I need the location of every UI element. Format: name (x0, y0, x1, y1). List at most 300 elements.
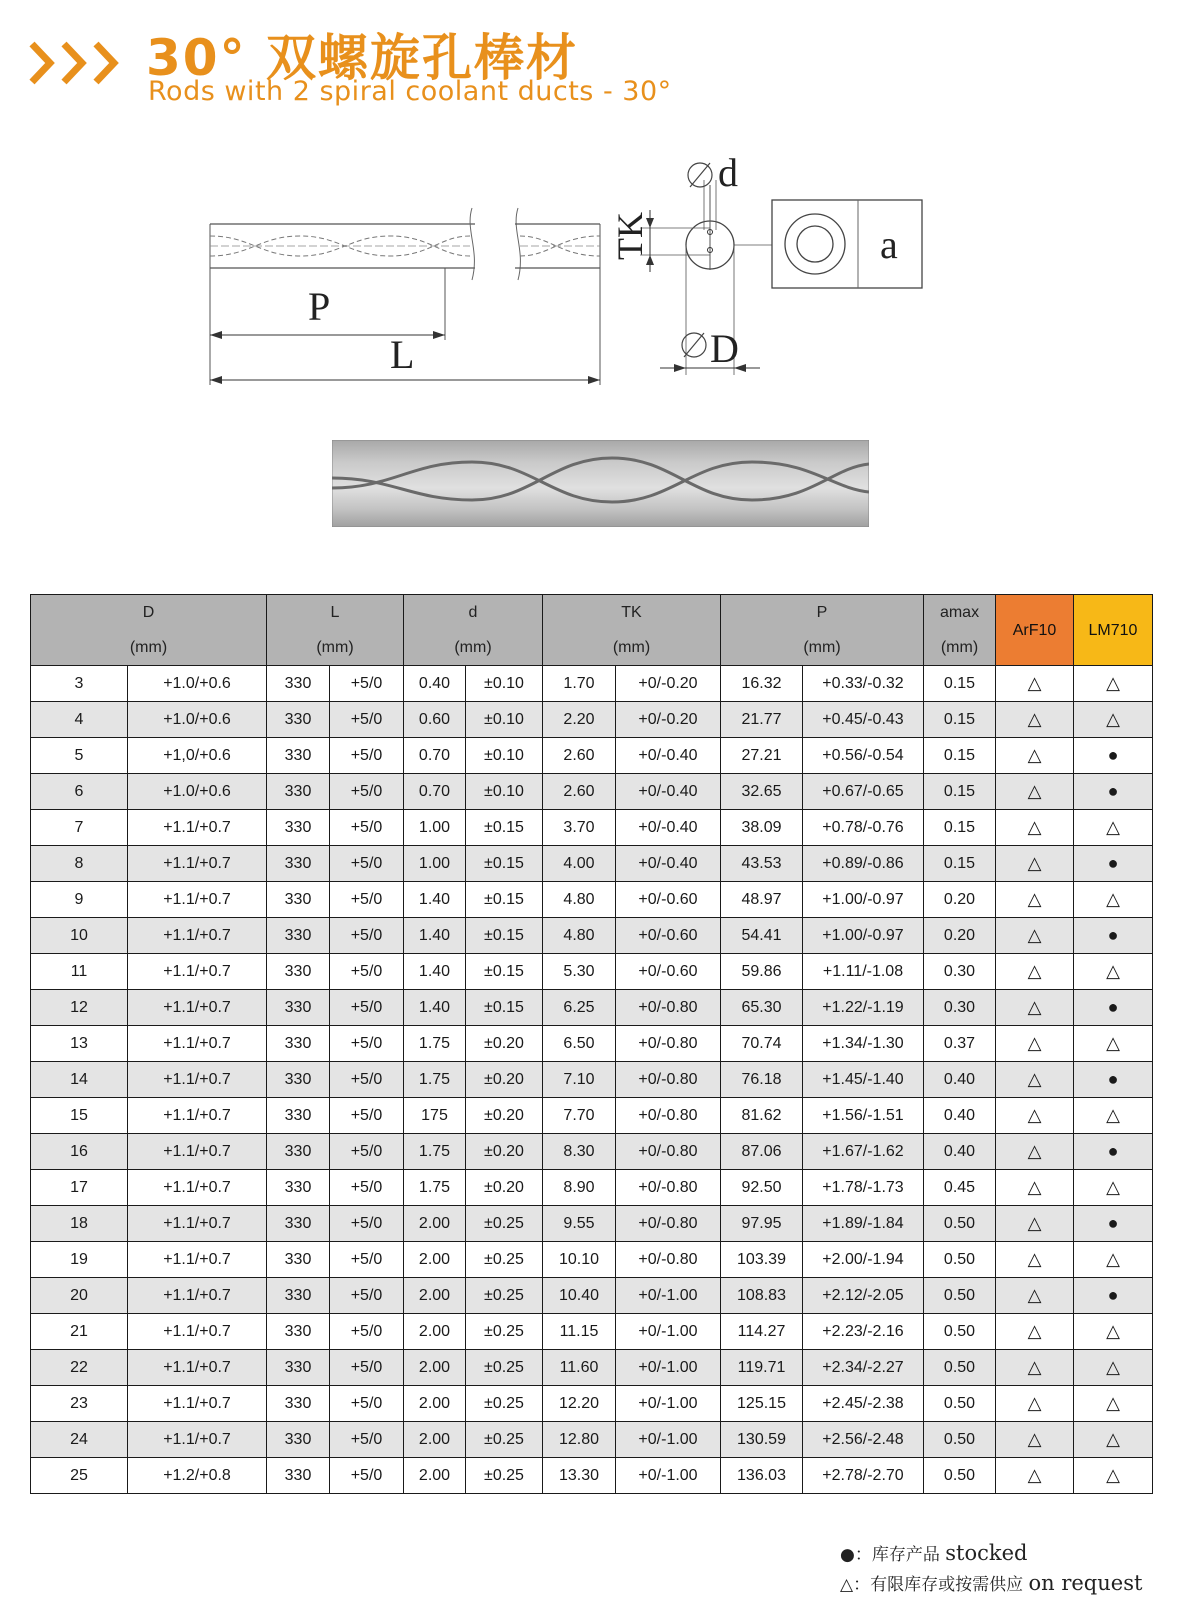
table-cell: 10.40 (543, 1278, 616, 1314)
table-cell: 65.30 (721, 990, 803, 1026)
table-cell: 8.30 (543, 1134, 616, 1170)
label-tk: TK (610, 212, 650, 260)
table-row (31, 810, 1153, 846)
table-cell: ±0.10 (466, 774, 543, 810)
table-cell: 6 (31, 774, 128, 810)
table-cell: ±0.15 (466, 882, 543, 918)
table-cell: 330 (267, 1026, 330, 1062)
table-cell: 330 (267, 1062, 330, 1098)
table-row (31, 1098, 1153, 1134)
table-cell: △ (996, 738, 1074, 774)
table-cell: 1.75 (404, 1170, 466, 1206)
table-cell: +2.12/-2.05 (803, 1278, 924, 1314)
table-cell: 17 (31, 1170, 128, 1206)
table-cell: △ (1074, 1458, 1153, 1494)
table-cell: 0.40 (924, 1098, 996, 1134)
table-header-row (31, 595, 1153, 666)
table-cell: 25 (31, 1458, 128, 1494)
table-cell: 1.75 (404, 1026, 466, 1062)
legend-stocked: ●：库存产品 stocked (840, 1541, 1028, 1565)
table-cell: +5/0 (330, 666, 404, 702)
table-cell: 0.70 (404, 738, 466, 774)
table-cell: 0.15 (924, 774, 996, 810)
table-cell: ±0.15 (466, 846, 543, 882)
table-cell: 0.20 (924, 918, 996, 954)
table-cell: △ (996, 1026, 1074, 1062)
table-cell: +0/-0.80 (616, 1062, 721, 1098)
table-cell: +0/-0.80 (616, 1206, 721, 1242)
table-cell: ±0.10 (466, 738, 543, 774)
table-cell: +0/-0.80 (616, 1134, 721, 1170)
table-cell: △ (996, 1170, 1074, 1206)
table-cell: 0.70 (404, 774, 466, 810)
table-cell: +0.56/-0.54 (803, 738, 924, 774)
table-cell: 87.06 (721, 1134, 803, 1170)
header-p: P (mm) (721, 595, 924, 666)
table-cell: 4 (31, 702, 128, 738)
table-cell: +5/0 (330, 882, 404, 918)
table-cell: △ (996, 954, 1074, 990)
table-cell: 8.90 (543, 1170, 616, 1206)
table-cell: 0.50 (924, 1278, 996, 1314)
table-cell: △ (996, 1458, 1074, 1494)
table-cell: 330 (267, 918, 330, 954)
table-cell: 175 (404, 1098, 466, 1134)
table-cell: 22 (31, 1350, 128, 1386)
spec-table (30, 594, 1153, 1494)
table-cell: +1.0/+0.6 (128, 702, 267, 738)
table-cell: △ (996, 810, 1074, 846)
table-cell: 2.00 (404, 1242, 466, 1278)
table-cell: 24 (31, 1422, 128, 1458)
table-cell: +2.78/-2.70 (803, 1458, 924, 1494)
table-cell: 330 (267, 990, 330, 1026)
table-cell: +0/-0.60 (616, 954, 721, 990)
legend-request: △：有限库存或按需供应 on request (840, 1571, 1143, 1595)
table-cell: 19 (31, 1242, 128, 1278)
table-cell: +1.45/-1.40 (803, 1062, 924, 1098)
table-row (31, 1350, 1153, 1386)
table-cell: △ (996, 846, 1074, 882)
table-cell: +5/0 (330, 1098, 404, 1134)
table-cell: ● (1074, 990, 1153, 1026)
table-cell: 76.18 (721, 1062, 803, 1098)
table-cell: 9.55 (543, 1206, 616, 1242)
table-cell: 4.80 (543, 918, 616, 954)
table-cell: △ (996, 1062, 1074, 1098)
table-cell: 136.03 (721, 1458, 803, 1494)
table-cell: 330 (267, 954, 330, 990)
table-cell: +5/0 (330, 1206, 404, 1242)
table-cell: +0.89/-0.86 (803, 846, 924, 882)
table-cell: 15 (31, 1098, 128, 1134)
table-cell: △ (1074, 810, 1153, 846)
table-cell: 3 (31, 666, 128, 702)
table-cell: 1.70 (543, 666, 616, 702)
table-cell: 7.70 (543, 1098, 616, 1134)
table-cell: ±0.15 (466, 918, 543, 954)
table-cell: 38.09 (721, 810, 803, 846)
table-cell: +1.1/+0.7 (128, 918, 267, 954)
table-cell: 5 (31, 738, 128, 774)
table-cell: +1.1/+0.7 (128, 1134, 267, 1170)
table-cell: ● (1074, 1278, 1153, 1314)
table-cell: ±0.20 (466, 1062, 543, 1098)
table-cell: +0/-0.80 (616, 1098, 721, 1134)
table-cell: △ (1074, 666, 1153, 702)
table-cell: 0.50 (924, 1206, 996, 1242)
table-cell: 0.40 (404, 666, 466, 702)
table-cell: 330 (267, 1314, 330, 1350)
table-cell: +5/0 (330, 774, 404, 810)
table-cell: △ (1074, 954, 1153, 990)
table-cell: +2.34/-2.27 (803, 1350, 924, 1386)
table-cell: 21 (31, 1314, 128, 1350)
table-cell: +0/-0.80 (616, 990, 721, 1026)
table-cell: 0.37 (924, 1026, 996, 1062)
table-cell: +5/0 (330, 1062, 404, 1098)
table-cell: ±0.10 (466, 702, 543, 738)
label-d-small: d (718, 150, 738, 195)
table-cell: 12 (31, 990, 128, 1026)
table-cell: △ (996, 1314, 1074, 1350)
table-cell: +0/-1.00 (616, 1386, 721, 1422)
table-row (31, 1026, 1153, 1062)
table-cell: 14 (31, 1062, 128, 1098)
table-cell: 330 (267, 1098, 330, 1134)
table-row (31, 1134, 1153, 1170)
table-row (31, 918, 1153, 954)
table-cell: 0.15 (924, 738, 996, 774)
table-cell: 0.50 (924, 1386, 996, 1422)
table-cell: ● (1074, 1062, 1153, 1098)
table-cell: 81.62 (721, 1098, 803, 1134)
table-cell: 13.30 (543, 1458, 616, 1494)
table-cell: 9 (31, 882, 128, 918)
table-cell: 0.40 (924, 1062, 996, 1098)
table-cell: +1.1/+0.7 (128, 1314, 267, 1350)
table-cell: △ (996, 1386, 1074, 1422)
page-header (28, 18, 728, 108)
table-cell: 70.74 (721, 1026, 803, 1062)
table-cell: 330 (267, 702, 330, 738)
table-cell: 18 (31, 1206, 128, 1242)
table-cell: +0/-0.20 (616, 702, 721, 738)
table-cell: +0/-0.40 (616, 846, 721, 882)
table-cell: 330 (267, 810, 330, 846)
table-cell: ±0.10 (466, 666, 543, 702)
table-row (31, 774, 1153, 810)
table-cell: +2.23/-2.16 (803, 1314, 924, 1350)
table-cell: △ (1074, 882, 1153, 918)
table-cell: 330 (267, 1278, 330, 1314)
table-cell: ±0.20 (466, 1026, 543, 1062)
table-cell: +0/-0.20 (616, 666, 721, 702)
table-cell: 119.71 (721, 1350, 803, 1386)
table-cell: 54.41 (721, 918, 803, 954)
table-cell: 6.50 (543, 1026, 616, 1062)
table-cell: ● (1074, 918, 1153, 954)
table-cell: 330 (267, 1206, 330, 1242)
table-row (31, 1242, 1153, 1278)
table-cell: +5/0 (330, 1386, 404, 1422)
table-cell: 4.80 (543, 882, 616, 918)
legend (840, 1538, 1142, 1598)
table-cell: +1.78/-1.73 (803, 1170, 924, 1206)
table-cell: 16 (31, 1134, 128, 1170)
table-cell: △ (1074, 1314, 1153, 1350)
page-subtitle: Rods with 2 spiral coolant ducts - 30° (148, 76, 672, 107)
label-d-large: D (710, 326, 739, 371)
label-p: P (308, 284, 331, 329)
table-cell: +0/-1.00 (616, 1422, 721, 1458)
table-cell: ±0.20 (466, 1134, 543, 1170)
table-cell: 0.15 (924, 666, 996, 702)
table-cell: +1.00/-0.97 (803, 882, 924, 918)
table-cell: 5.30 (543, 954, 616, 990)
table-cell: 0.50 (924, 1458, 996, 1494)
table-cell: 0.50 (924, 1242, 996, 1278)
table-cell: 10.10 (543, 1242, 616, 1278)
table-cell: 330 (267, 1134, 330, 1170)
table-cell: 32.65 (721, 774, 803, 810)
table-row (31, 882, 1153, 918)
table-cell: △ (996, 1278, 1074, 1314)
table-cell: 3.70 (543, 810, 616, 846)
table-row (31, 1062, 1153, 1098)
table-cell: +1.1/+0.7 (128, 846, 267, 882)
table-cell: 330 (267, 1170, 330, 1206)
table-cell: 2.00 (404, 1314, 466, 1350)
table-row (31, 1170, 1153, 1206)
table-cell: +5/0 (330, 990, 404, 1026)
table-cell: 330 (267, 738, 330, 774)
table-row (31, 990, 1153, 1026)
table-row (31, 1278, 1153, 1314)
table-cell: 330 (267, 882, 330, 918)
chevron-arrows-icon (28, 40, 128, 86)
table-cell: ● (1074, 1206, 1153, 1242)
table-cell: +1.2/+0.8 (128, 1458, 267, 1494)
table-cell: 1.40 (404, 882, 466, 918)
table-cell: 23 (31, 1386, 128, 1422)
table-cell: △ (996, 918, 1074, 954)
table-cell: 0.15 (924, 810, 996, 846)
table-cell: 2.00 (404, 1458, 466, 1494)
table-cell: +1.1/+0.7 (128, 810, 267, 846)
table-cell: 0.50 (924, 1350, 996, 1386)
table-cell: 10 (31, 918, 128, 954)
table-row (31, 1458, 1153, 1494)
table-cell: +1.22/-1.19 (803, 990, 924, 1026)
table-cell: +1.1/+0.7 (128, 1026, 267, 1062)
table-cell: 0.50 (924, 1422, 996, 1458)
table-cell: +0/-0.40 (616, 810, 721, 846)
table-cell: ● (1074, 774, 1153, 810)
table-cell: ±0.25 (466, 1386, 543, 1422)
table-cell: 2.00 (404, 1206, 466, 1242)
table-cell: 7 (31, 810, 128, 846)
table-cell: 7.10 (543, 1062, 616, 1098)
table-cell: +1.1/+0.7 (128, 1386, 267, 1422)
table-cell: ±0.25 (466, 1278, 543, 1314)
table-cell: △ (996, 1134, 1074, 1170)
table-cell: △ (996, 990, 1074, 1026)
label-a: a (880, 222, 898, 267)
table-cell: +0/-1.00 (616, 1458, 721, 1494)
page-title: 30° 双螺旋孔棒材 (146, 29, 578, 87)
table-cell: △ (1074, 1098, 1153, 1134)
table-cell: 125.15 (721, 1386, 803, 1422)
table-cell: △ (1074, 1026, 1153, 1062)
table-cell: 330 (267, 1386, 330, 1422)
table-cell: 97.95 (721, 1206, 803, 1242)
table-cell: 1.75 (404, 1062, 466, 1098)
table-cell: △ (996, 1098, 1074, 1134)
table-cell: △ (996, 882, 1074, 918)
table-cell: +0/-1.00 (616, 1314, 721, 1350)
table-row (31, 1422, 1153, 1458)
table-cell: +0/-0.80 (616, 1170, 721, 1206)
table-cell: ±0.25 (466, 1206, 543, 1242)
table-cell: ● (1074, 1134, 1153, 1170)
table-cell: 1.00 (404, 810, 466, 846)
table-cell: 114.27 (721, 1314, 803, 1350)
table-cell: 0.60 (404, 702, 466, 738)
table-cell: 0.45 (924, 1170, 996, 1206)
table-cell: 1.75 (404, 1134, 466, 1170)
table-cell: 20 (31, 1278, 128, 1314)
table-cell: 1.40 (404, 954, 466, 990)
table-cell: 6.25 (543, 990, 616, 1026)
header-d-small: d (mm) (404, 595, 543, 666)
table-cell: ● (1074, 738, 1153, 774)
label-l: L (390, 332, 415, 377)
header-arf10: ArF10 (996, 595, 1074, 666)
table-cell: 2.00 (404, 1350, 466, 1386)
table-cell: +5/0 (330, 1350, 404, 1386)
table-cell: 330 (267, 666, 330, 702)
table-cell: +0/-1.00 (616, 1278, 721, 1314)
table-cell: +1.67/-1.62 (803, 1134, 924, 1170)
table-cell: ±0.20 (466, 1098, 543, 1134)
table-cell: +1.1/+0.7 (128, 1350, 267, 1386)
table-cell: +1.89/-1.84 (803, 1206, 924, 1242)
table-row (31, 1386, 1153, 1422)
table-cell: +1.00/-0.97 (803, 918, 924, 954)
table-cell: +1.1/+0.7 (128, 1062, 267, 1098)
header-tk: TK (mm) (543, 595, 721, 666)
table-cell: △ (1074, 1170, 1153, 1206)
table-cell: ±0.25 (466, 1458, 543, 1494)
table-cell: 0.30 (924, 990, 996, 1026)
table-cell: +1.1/+0.7 (128, 954, 267, 990)
table-cell: 330 (267, 846, 330, 882)
table-cell: △ (996, 702, 1074, 738)
table-cell: 0.15 (924, 846, 996, 882)
table-cell: +0/-0.60 (616, 882, 721, 918)
table-cell: +5/0 (330, 1314, 404, 1350)
table-cell: +0/-0.80 (616, 1026, 721, 1062)
header-d: D (mm) (31, 595, 267, 666)
table-cell: +2.56/-2.48 (803, 1422, 924, 1458)
table-cell: +5/0 (330, 1134, 404, 1170)
table-cell: +5/0 (330, 1170, 404, 1206)
table-cell: 2.60 (543, 774, 616, 810)
table-cell: 330 (267, 774, 330, 810)
table-cell: 0.50 (924, 1314, 996, 1350)
table-cell: +5/0 (330, 1422, 404, 1458)
header-amax: amax (mm) (924, 595, 996, 666)
table-cell: △ (1074, 702, 1153, 738)
table-cell: 330 (267, 1422, 330, 1458)
table-cell: ±0.25 (466, 1422, 543, 1458)
table-cell: 130.59 (721, 1422, 803, 1458)
table-cell: 330 (267, 1242, 330, 1278)
table-cell: △ (1074, 1242, 1153, 1278)
table-cell: 11.15 (543, 1314, 616, 1350)
table-cell: 21.77 (721, 702, 803, 738)
table-cell: ±0.25 (466, 1350, 543, 1386)
table-cell: +1.34/-1.30 (803, 1026, 924, 1062)
header-lm710: LM710 (1074, 595, 1153, 666)
table-cell: +0/-0.60 (616, 918, 721, 954)
table-cell: △ (1074, 1350, 1153, 1386)
table-cell: ±0.15 (466, 990, 543, 1026)
table-cell: △ (996, 1242, 1074, 1278)
table-cell: 0.30 (924, 954, 996, 990)
table-cell: 108.83 (721, 1278, 803, 1314)
table-cell: △ (996, 774, 1074, 810)
table-cell: 11 (31, 954, 128, 990)
table-cell: +0.45/-0.43 (803, 702, 924, 738)
table-cell: +2.00/-1.94 (803, 1242, 924, 1278)
table-cell: +1.0/+0.6 (128, 666, 267, 702)
table-cell: 330 (267, 1458, 330, 1494)
table-cell: +1.1/+0.7 (128, 1098, 267, 1134)
table-cell: 0.20 (924, 882, 996, 918)
table-row (31, 1314, 1153, 1350)
table-cell: 1.00 (404, 846, 466, 882)
table-cell: +5/0 (330, 1278, 404, 1314)
table-cell: +5/0 (330, 702, 404, 738)
table-cell: +1.0/+0.6 (128, 774, 267, 810)
table-cell: +5/0 (330, 1242, 404, 1278)
table-cell: 8 (31, 846, 128, 882)
table-row (31, 846, 1153, 882)
table-cell: +1.1/+0.7 (128, 990, 267, 1026)
table-cell: 11.60 (543, 1350, 616, 1386)
table-cell: 43.53 (721, 846, 803, 882)
header-l: L (mm) (267, 595, 404, 666)
table-cell: +1.1/+0.7 (128, 1278, 267, 1314)
table-cell: +5/0 (330, 954, 404, 990)
table-cell: 27.21 (721, 738, 803, 774)
table-cell: +1.1/+0.7 (128, 1206, 267, 1242)
technical-drawing (200, 140, 980, 400)
table-row (31, 738, 1153, 774)
table-cell: +1.1/+0.7 (128, 1242, 267, 1278)
table-cell: +0/-1.00 (616, 1350, 721, 1386)
table-cell: +1.56/-1.51 (803, 1098, 924, 1134)
table-cell: ±0.25 (466, 1314, 543, 1350)
table-cell: 103.39 (721, 1242, 803, 1278)
table-cell: 48.97 (721, 882, 803, 918)
table-cell: △ (1074, 1422, 1153, 1458)
table-cell: +1.1/+0.7 (128, 882, 267, 918)
table-cell: 12.20 (543, 1386, 616, 1422)
table-cell: 2.60 (543, 738, 616, 774)
